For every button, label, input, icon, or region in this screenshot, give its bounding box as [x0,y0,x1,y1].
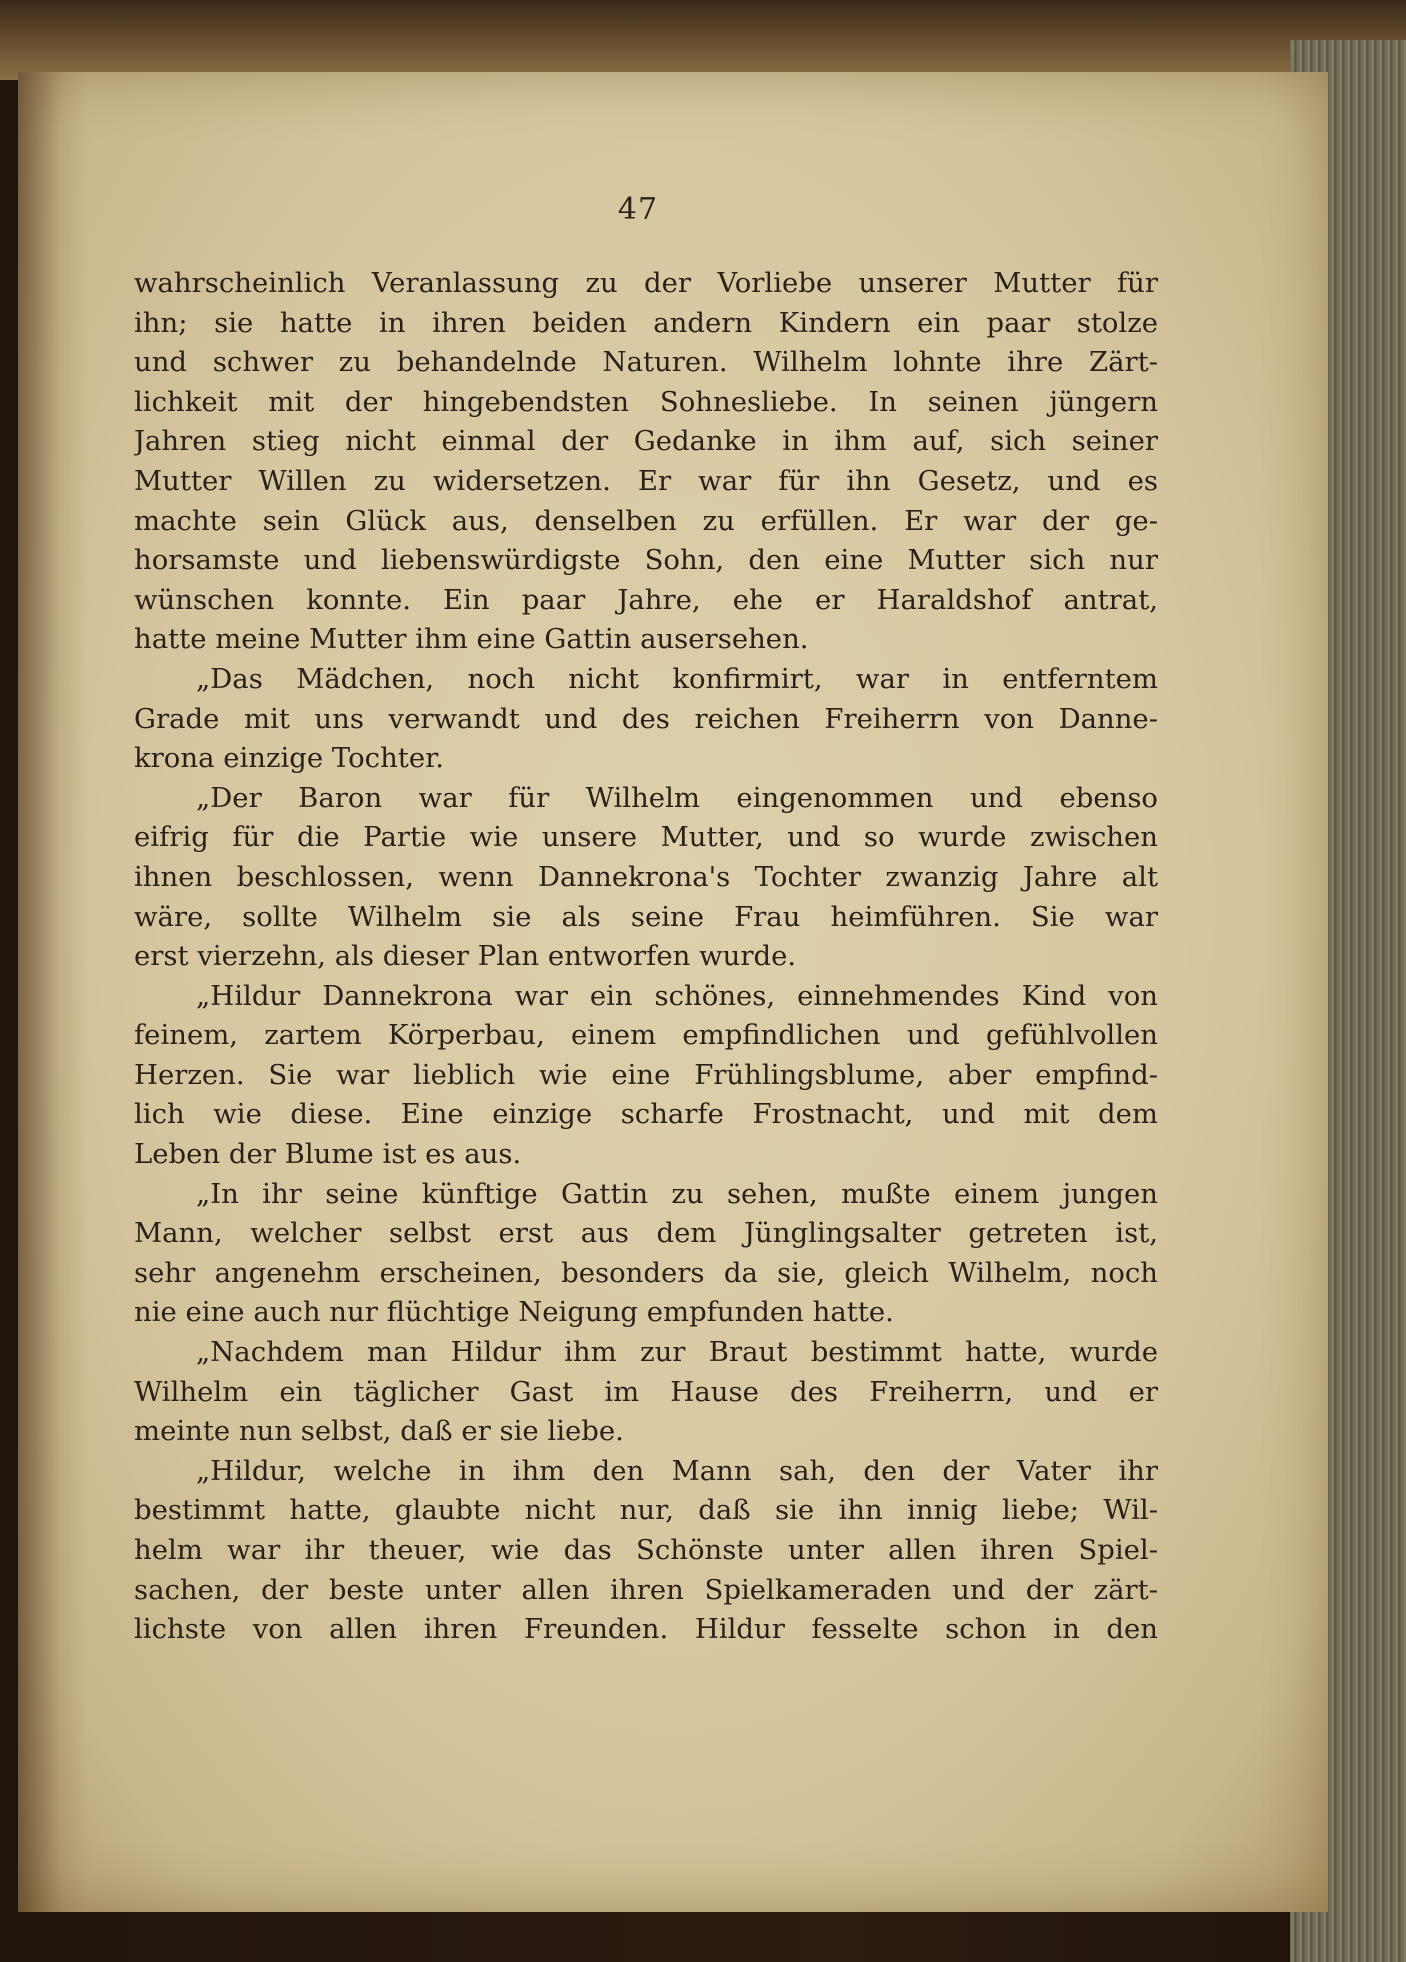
gutter-shadow [18,72,88,1912]
book-page [18,72,1328,1912]
text-line: helm war ihr theuer, wie das Schönste unter allen ihren Spiel- [134,1534,1158,1566]
text-line: feinem, zartem Körperbau, einem empfindlichen und gefühlvollen [134,1019,1158,1052]
text-line: sehr angenehm erscheinen, besonders da sie, gleich Wilhelm, noch [134,1256,1158,1289]
text-line: und schwer zu behandelnde Naturen. Wilhelm lohnte ihre Zärt- [134,346,1158,379]
text-line: nie eine auch nur flüchtige Neigung empfunden hatte. [134,1296,894,1329]
text-line: horsamste und liebenswürdigste Sohn, den eine Mutter sich nur [134,544,1158,577]
text-line: wäre, sollte Wilhelm sie als seine Frau heimführen. Sie war [134,900,1158,933]
page-number: 47 [617,192,659,227]
text-line: ihnen beschlossen, wenn Dannekrona's Tochter zwanzig Jahre alt [134,860,1158,893]
text-line: Mann, welcher selbst erst aus dem Jünglingsalter getreten ist, [134,1217,1158,1250]
text-line: hatte meine Mutter ihm eine Gattin ausersehen. [134,623,809,656]
text-line: „Hildur, welche in ihm den Mann sah, den der Vater ihr [196,1454,1158,1487]
text-line: Jahren stieg nicht einmal der Gedanke in ihm auf, sich seiner [134,425,1158,458]
text-line: Herzen. Sie war lieblich wie eine Frühlingsblume, aber empfind- [134,1058,1158,1091]
text-line: machte sein Glück aus, denselben zu erfüllen. Er war der ge- [134,504,1158,537]
text-line: lichste von allen ihren Freunden. Hildur fesselte schon in den [134,1613,1158,1646]
text-line: eifrig für die Partie wie unsere Mutter, und so wurde zwischen [134,821,1158,854]
text-line: ihn; sie hatte in ihren beiden andern Kindern ein paar stolze [134,306,1158,339]
text-line: meinte nun selbst, daß er sie liebe. [134,1415,624,1448]
text-line: lich wie diese. Eine einzige scharfe Frostnacht, und mit dem [134,1098,1158,1131]
text-line: Wilhelm ein täglicher Gast im Hause des Freiherrn, und er [134,1375,1158,1408]
text-line: „In ihr seine künftige Gattin zu sehen, mußte einem jungen [196,1177,1158,1210]
text-line: „Das Mädchen, noch nicht konfirmirt, war in entferntem [196,662,1158,695]
text-line: „Nachdem man Hildur ihm zur Braut bestimmt hatte, wurde [196,1336,1158,1369]
text-line: krona einzige Tochter. [134,742,444,775]
text-line: „Der Baron war für Wilhelm eingenommen und ebenso [196,781,1158,814]
text-line: sachen, der beste unter allen ihren Spielkameraden und der zärt- [134,1573,1158,1606]
text-line: lichkeit mit der hingebendsten Sohnesliebe. In seinen jüngern [134,385,1158,418]
text-line: wünschen konnte. Ein paar Jahre, ehe er Haraldshof antrat, [134,583,1158,616]
text-line: erst vierzehn, als dieser Plan entworfen wurde. [134,940,797,973]
text-line: bestimmt hatte, glaubte nicht nur, daß sie ihn innig liebe; Wil- [134,1494,1158,1527]
text-line: Mutter Willen zu widersetzen. Er war für ihn Gesetz, und es [134,464,1158,497]
text-line: Grade mit uns verwandt und des reichen Freiherrn von Danne- [134,702,1158,735]
body-text [134,264,1158,1650]
text-line: wahrscheinlich Veranlassung zu der Vorliebe unserer Mutter für [134,267,1158,299]
text-line: „Hildur Dannekrona war ein schönes, einnehmendes Kind von [196,979,1158,1012]
book-top-edge [0,0,1406,80]
text-line: Leben der Blume ist es aus. [134,1138,522,1171]
